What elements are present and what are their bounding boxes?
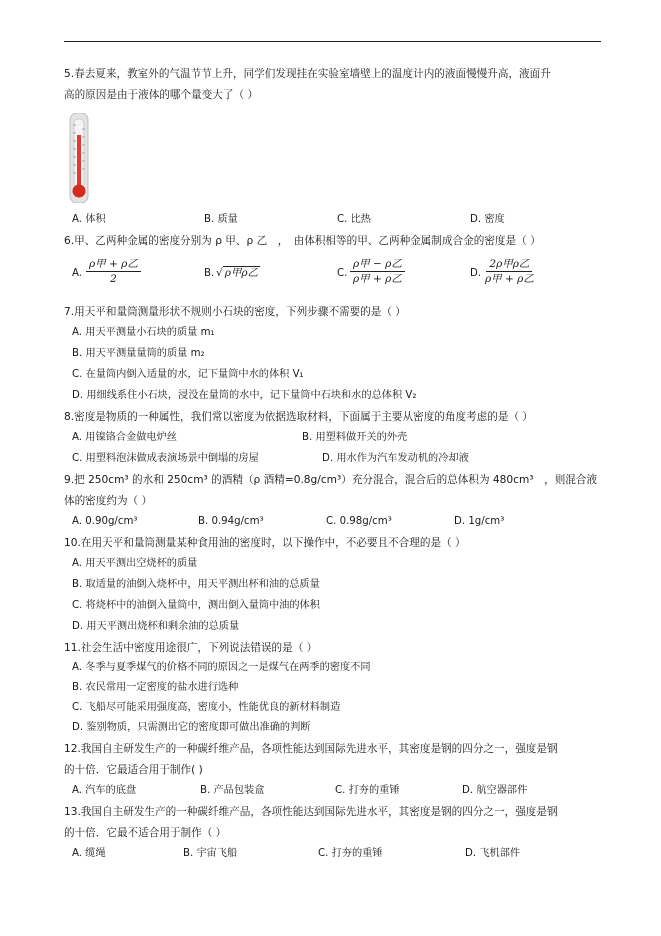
q11-option-d: D. 鉴别物质，只需测出它的密度即可做出准确的判断 (72, 722, 311, 733)
q11-option-b: B. 农民常用一定密度的盐水进行选种 (72, 682, 239, 693)
q10-stem: 10.在用天平和量筒测量某种食用油的密度时，以下操作中，不必要且不合理的是（ ） (64, 537, 466, 549)
q8-option-a: A. 用镍铬合金做电炉丝 (72, 432, 177, 443)
q7-stem: 7.用天平和量筒测量形状不规则小石块的密度，下列步骤不需要的是（ ） (64, 306, 406, 318)
q6-d-denominator: ρ甲 + ρ乙 (485, 273, 534, 285)
q10-option-d: D. 用天平测出烧杯和剩余油的总质量 (72, 621, 240, 632)
q6-formula-c (350, 258, 405, 285)
thermometer-icon (68, 113, 90, 203)
q6-c-numerator: ρ甲 − ρ乙 (350, 258, 405, 272)
q12-stem-line1: 12.我国自主研发生产的一种碳纤维产品，各项性能达到国际先进水平，其密度是钢的四分之一，强度是钢 (64, 743, 558, 755)
q11-option-c: C. 飞船尽可能采用强度高，密度小，性能优良的新材料制造 (72, 702, 341, 713)
q10-option-a: A. 用天平测出空烧杯的质量 (72, 558, 198, 569)
q6-a-denominator: 2 (110, 273, 117, 285)
q9-option-a: A. 0.90g/cm³ (72, 516, 138, 527)
q8-option-b: B. 用塑料做开关的外壳 (302, 432, 408, 443)
q5-stem-line2: 高的原因是由于液体的哪个量变大了（ ） (64, 89, 259, 101)
q6-a-numerator: ρ甲 + ρ乙 (86, 258, 141, 272)
q13-option-b: B. 宇宙飞船 (183, 848, 238, 859)
q7-option-d: D. 用细线系住小石块，浸没在量筒的水中，记下量筒中石块和水的总体积 V₂ (72, 390, 417, 401)
q6-label-c: C. (337, 268, 348, 279)
q6-label-d: D. (470, 268, 482, 279)
q6-d-numerator: 2ρ甲ρ乙 (486, 258, 532, 272)
q6-b-radicand: ρ甲ρ乙 (224, 267, 259, 279)
q7-option-c: C. 在量筒内倒入适量的水，记下量筒中水的体积 V₁ (72, 369, 304, 380)
q9-option-b: B. 0.94g/cm³ (198, 516, 264, 527)
q9-option-c: C. 0.98g/cm³ (326, 516, 392, 527)
q7-option-a: A. 用天平测量小石块的质量 m₁ (72, 327, 215, 338)
q12-option-a: A. 汽车的底盘 (72, 785, 137, 796)
q9-option-d: D. 1g/cm³ (454, 516, 505, 527)
q6-formula-b (216, 265, 260, 280)
q6-stem: 6.甲、乙两种金属的密度分别为 ρ 甲、ρ 乙 ， 由体积相等的甲、乙两种金属制成合金的密度是（ ） (64, 235, 541, 247)
q9-stem-line2: 体的密度约为（ ） (64, 495, 153, 507)
q6-formula-a (86, 258, 141, 285)
q13-stem-line2: 的十倍．它最不适合用于制作（ ） (64, 827, 227, 839)
q12-stem-line2: 的十倍．它最适合用于制作( ) (64, 764, 203, 776)
q5-option-a: A. 体积 (72, 214, 106, 225)
q6-c-denominator: ρ甲 + ρ乙 (353, 273, 402, 285)
q10-option-b: B. 取适量的油倒入烧杯中，用天平测出杯和油的总质量 (72, 579, 320, 590)
q13-option-a: A. 缆绳 (72, 848, 106, 859)
q11-option-a: A. 冬季与夏季煤气的价格不同的原因之一是煤气在两季的密度不同 (72, 662, 371, 673)
q13-option-c: C. 打夯的重锤 (318, 848, 383, 859)
q7-option-b: B. 用天平测量量筒的质量 m₂ (72, 348, 205, 359)
q5-option-c: C. 比热 (337, 214, 371, 225)
q12-option-c: C. 打夯的重锤 (335, 785, 400, 796)
q9-stem-line1: 9.把 250cm³ 的水和 250cm³ 的酒精（ρ 酒精=0.8g/cm³）充分混合，混合后的总体积为 480cm³ ，则混合液 (64, 474, 598, 486)
q12-option-d: D. 航空器部件 (462, 785, 528, 796)
q11-stem: 11.社会生活中密度用途很广，下列说法错误的是（ ） (64, 642, 318, 654)
q10-option-c: C. 将烧杯中的油倒入量筒中，测出倒入量筒中油的体积 (72, 600, 320, 611)
q5-stem-line1: 5.春去夏来，教室外的气温节节上升，同学们发现挂在实验室墙壁上的温度计内的液面慢慢升高，液面升 (64, 68, 551, 80)
q13-stem-line1: 13.我国自主研发生产的一种碳纤维产品，各项性能达到国际先进水平，其密度是钢的四分之一，强度是钢 (64, 806, 558, 818)
q8-option-d: D. 用水作为汽车发动机的冷却液 (322, 453, 469, 464)
q8-stem: 8.密度是物质的一种属性，我们常以密度为依据选取材料，下面属于主要从密度的角度考虑的是（ ） (64, 411, 534, 423)
q5-option-d: D. 密度 (470, 214, 505, 225)
sqrt-icon: √ (216, 267, 223, 279)
q6-label-a: A. (72, 268, 83, 279)
q6-label-b: B. (204, 268, 215, 279)
header-rule (64, 41, 601, 42)
q5-option-b: B. 质量 (204, 214, 238, 225)
q8-option-c: C. 用塑料泡沫做成表演场景中倒塌的房屋 (72, 453, 259, 464)
q12-option-b: B. 产品包装盒 (200, 785, 265, 796)
q13-option-d: D. 飞机部件 (465, 848, 521, 859)
q6-formula-d (482, 258, 537, 285)
